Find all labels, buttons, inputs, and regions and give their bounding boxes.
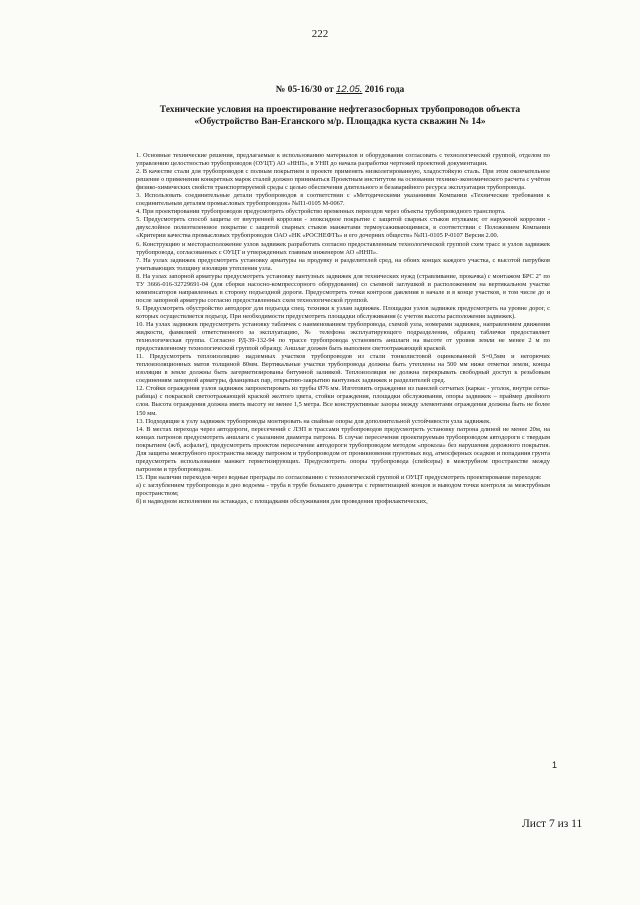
paragraph-14: 14. В местах перехода через автодороги, пересечений с ЛЭП и трассами трубопроводов предусмотреть установку патрона длиной не менее 20м, на концах патронов предусмотреть аншлаги с указанием диаметра патрона. В случае пересечения проектируемым трубопроводом автодороги с твердым покрытием (ж/б, асфальт), предусмотреть проектом пересечение автодороги трубопроводом методом «прокола» без нарушения дорожного покрытия. Для защиты межтрубного пространства между патроном и трубопроводом от проникновения грунтовых вод, атмосферных осадков и попадания грунта предусмотреть использование манжет герметизирующих. Предусмотреть опоры трубопровода (спейсеры) в межтрубном пространстве между патроном и трубопроводом. [136,425,550,473]
paragraph-15: 15. При наличии переходов через водные преграды по согласованию с технологической группой и ОУЦТ предусмотреть проектирование переходов: [136,473,542,481]
title-date: 12.05. [335,84,363,95]
document-body [136,152,550,506]
title-year: 2016 года [364,85,405,95]
paragraph-1: 1. Основные технические решения, предлагаемые к использованию материалов и оборудования согласовать с технологической группой, отделом по управлению целостностью трубопроводов (ОУЦТ) АО «ННП», в УНП до начала разработки чертежей проектной документации. [136,152,550,168]
paragraph-11: 11. Предусмотреть теплоизоляцию надземных участков трубопроводов из стали тонколистовой оцинкованной S=0,5мм и негорючих теплоизоляционных матов толщиной 80мм. Вертикальные участки трубопровода должны быть утеплены на 500 мм ниже отметки земли, концы изоляции в земле должны быть загерметизированы битумной заливкой. Теплоизоляция не должна перекрывать свободный доступ к резьбовым соединениям запорной арматуры, фланцевых пар, открытию-закрытию вантузных задвижек и разделителей сред. [136,353,550,385]
margin-mark: 1 [552,760,558,770]
paragraph-15b: б) в надводном исполнении на эстакадах, с площадками обслуживания для проведения профилактических, [136,498,428,506]
paragraph-10: 10. На узлах задвижек предусмотреть установку табличек с наименованием трубопровода, схемой узла, номерами задвижек, направлением движения жидкости, фамилией ответственного за эксплуатацию, № телефона эксплуатирующего подразделения, образец таблички предоставляет технологическая группа. Согласно РД-39-132-94 по трассе трубопровода установить аншлаги на высоте от уровня земли не менее 2 м по предоставленному технологической группой образцу. Аншлаг должен быть выполнен светоотражающей краской. [136,320,550,353]
paragraph-7: 7. На узлах задвижек предусмотреть установку арматуры на продувку и разделителей сред, на обоих концах каждого участка, с высотой патрубков учитывающих толщину изоляции утепления узла. [136,256,550,272]
paragraph-6: 6. Конструкцию и месторасположение узлов задвижек разработать согласно предоставленным технологической группой схем трасс и узлов задвижек трубопровода, согласованных с ОУЦТ и утвержденных главным инженером АО «ННП». [136,240,550,256]
paragraph-3: 3. Использовать соединительные детали трубопроводов в соответствии с «Методическими указаниями Компании «Технические требования к соединительным деталям промысловых трубопроводов» №П1-0105 М-0067. [136,192,550,208]
paragraph-2: 2. В качестве стали для трубопроводов с полным покрытием в проекте применять низколегированную, хладостойкую сталь. При этом окончательное решение о применении конкретных марок сталей должно приниматься Проектным институтом на основании технико-экономического расчета с учётом физико-химических свойств транспортируемой среды с целью обеспечения длительного и безаварийного ресурса эксплуатации трубопровода. [136,168,550,192]
paragraph-12: 12. Стойки ограждения узлов задвижек запроектировать из трубы Ø76 мм. Изготовить ограждение из панелей сетчатых (каркас - уголок, внутри сетка-рабица) с покраской светоотражающей краской желтого цвета, стойки ограждения, площадки обслуживания, опоры задвижек – праймер двойного слоя. Высота ограждения должна иметь высоту не менее 1,5 метра. Все конструктивные зазоры между элементами ограждения должны быть не более 150 мм. [136,385,550,417]
paragraph-9: 9. Предусмотреть обустройство автодорог для подъезда спец. техники к узлам задвижек. Площадки узлов задвижек предусмотреть на уровне дорог, с которых осуществляется подъезд. При необходимости предусмотреть площадки обслуживания (с учетом высоты расположения задвижек). [136,304,550,320]
paragraph-13: 13. Подходящие к узлу задвижек трубопроводы монтировать на свайные опоры для дополнительной устойчивости узла задвижек. [136,417,491,425]
document-subtitle: Технические условия на проектирование нефтегазосборных трубопроводов объекта «Обустройство Ван-Еганского м/р. Площадка куста скважин № 14» [159,105,521,127]
page-number: 222 [311,28,329,40]
paragraph-4: 4. При проектировании трубопроводов предусмотреть обустройство временных переездов через объекты трубопроводного транспорта. [136,208,506,216]
document-title [150,84,530,96]
paragraph-8: 8. На узлах запорной арматуры предусмотреть установку вантузных задвижек для технических нужд (стравливание, прокачка) с монтажом БРС 2" по ТУ 3666-016-32729691-04 (для сборки насосно-компрессорного оборудования) со съемной заглушкой и расположением на вертикальном участке компенсаторов направленных в сторону подъездной дороги. Предусмотреть точки контроля давления в начале и в конце участков, в том числе до и после запорной арматуры согласно предоставленных схем технологической группой. [136,272,550,304]
sheet-label: Лист 7 из 11 [522,818,583,830]
paragraph-15a: а) с заглублением трубопровода в дно водоема - труба в трубе большего диаметра с герметизацией концов и выводом точки контроля за межтрубным пространством; [136,481,550,497]
title-prefix: № 05-16/30 от [275,85,334,95]
paragraph-5: 5. Предусмотреть способ защиты от внутренней коррозии - эпоксидное покрытие с защитой сварных стыков втулками; от наружной коррозии - двухслойное полиэтиленовое покрытие с защитой сварных стыков манжетами термоусаживающимися, в соответствии с Положением Компании «Критерии качества промысловых трубопроводов ОАО «НК «РОСНЕФТЬ» и его дочерних обществ» №П1-0105 Р-0107 Версия 2.00. [136,216,550,240]
